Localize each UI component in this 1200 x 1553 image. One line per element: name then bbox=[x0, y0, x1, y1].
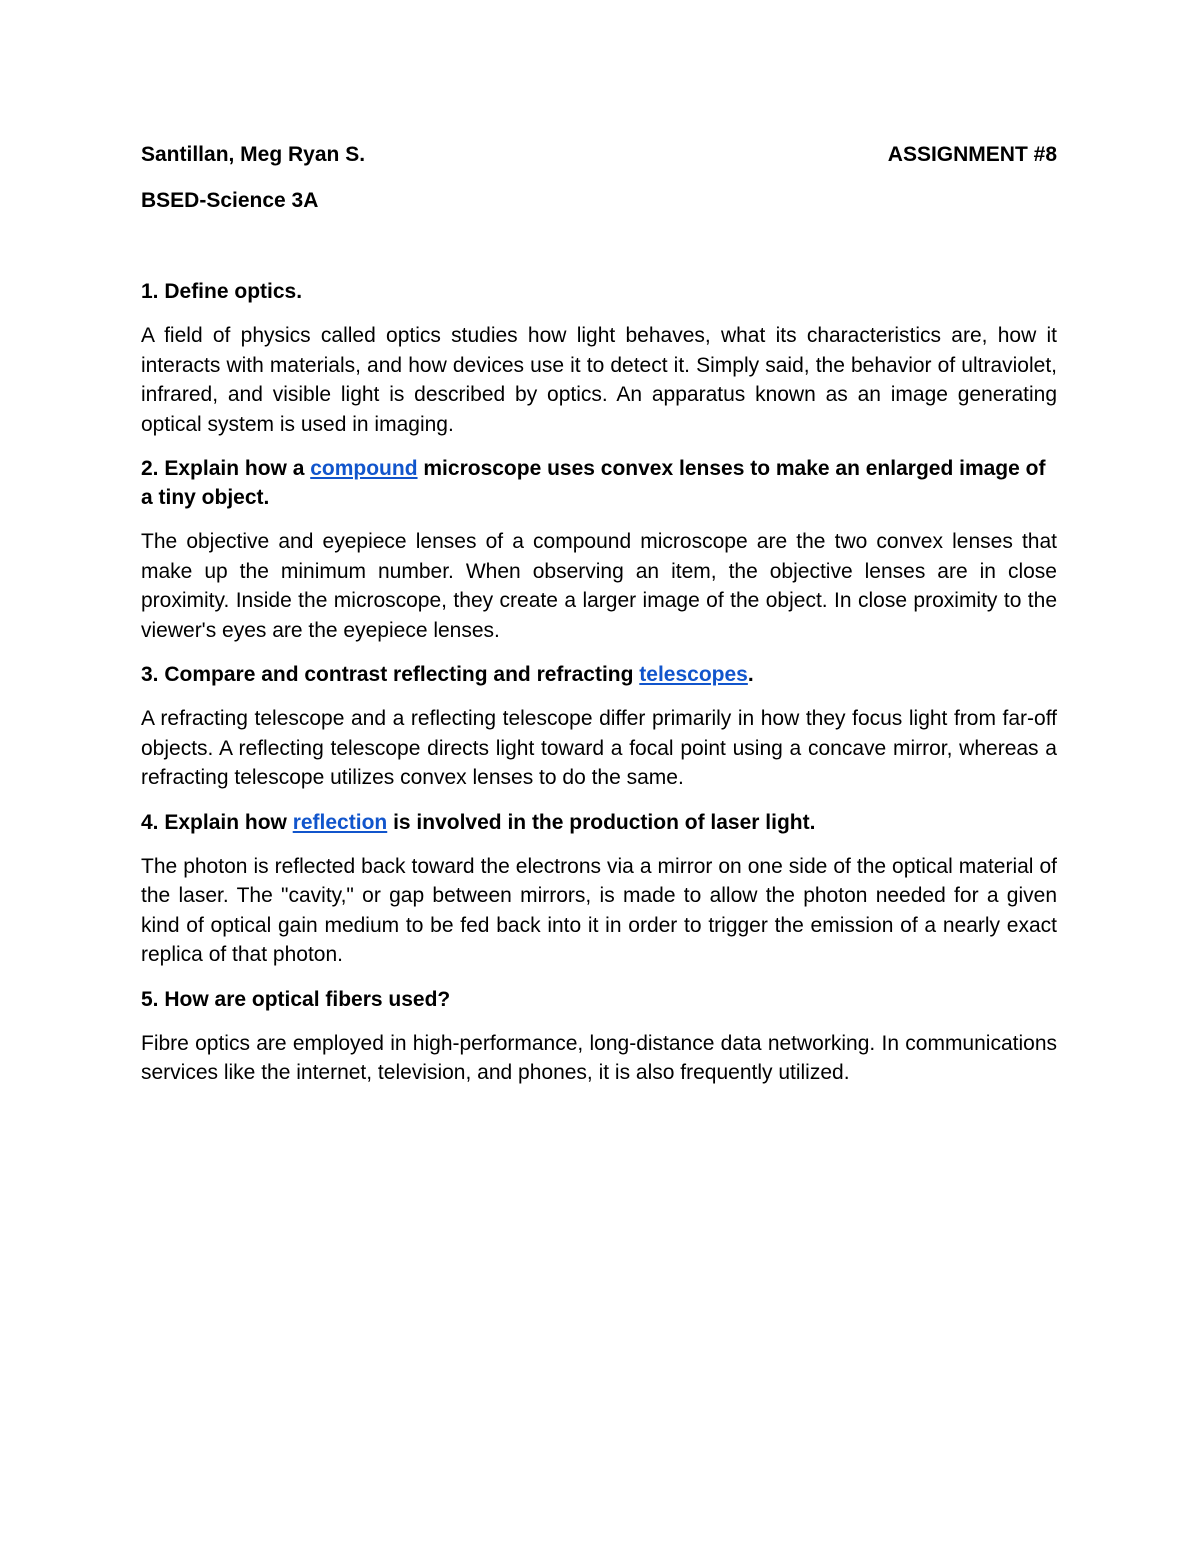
question-2-text-after: microscope uses convex lenses to make an enlarged image of a tiny object. bbox=[141, 457, 1046, 509]
section-label: BSED-Science 3A bbox=[141, 189, 319, 212]
answer-1: A field of physics called optics studies how light behaves, what its characteristics are, how it interacts with materials, and how devices use it to detect it. Simply said, the behavior of ultraviolet, infrared, and visible light is described by optics. An apparatus known as an image generating optical system is used in imaging. bbox=[141, 324, 1057, 436]
header-row bbox=[141, 138, 1057, 172]
question-3 bbox=[141, 660, 1057, 689]
link-compound[interactable]: compound bbox=[310, 457, 418, 480]
assignment-number: ASSIGNMENT #8 bbox=[887, 143, 1057, 166]
question-2-text-before: 2. Explain how a bbox=[141, 457, 311, 480]
question-3-text-before: 3. Compare and contrast reflecting and refracting bbox=[141, 663, 640, 686]
question-4-text-before: 4. Explain how bbox=[141, 810, 293, 834]
answer-4: The photon is reflected back toward the electrons via a mirror on one side of the optical material of the laser. The "cavity," or gap between mirrors, is made to allow the photon needed for a given kind of optical gain medium to be fed back into it in order to trigger the emission of a nearly exact replica of that photon. bbox=[141, 854, 1057, 966]
question-4-text-after: is involved in the production of laser light. bbox=[387, 810, 816, 834]
question-4 bbox=[141, 808, 1057, 837]
student-name: Santillan, Meg Ryan S. bbox=[141, 143, 366, 166]
question-2 bbox=[141, 454, 1057, 512]
question-3-text-after: . bbox=[747, 663, 754, 686]
answer-2: The objective and eyepiece lenses of a compound microscope are the two convex lenses that make up the minimum number. When observing an item, the objective lenses are in close proximity. Inside the microscope, they create a larger image of the object. In close proximity to the viewer's eyes are the eyepiece lenses. bbox=[141, 530, 1057, 642]
question-5: 5. How are optical fibers used? bbox=[141, 987, 451, 1011]
answer-3: A refracting telescope and a reflecting telescope differ primarily in how they focus light from far-off objects. A reflecting telescope directs light toward a focal point using a concave mirror, whereas a refracting telescope utilizes convex lenses to do the same. bbox=[141, 707, 1057, 789]
link-telescopes[interactable]: telescopes bbox=[639, 663, 748, 686]
link-reflection[interactable]: reflection bbox=[292, 810, 388, 834]
question-1: 1. Define optics. bbox=[141, 280, 303, 303]
document-page bbox=[141, 138, 1057, 1088]
answer-5: Fibre optics are employed in high-performance, long-distance data networking. In communications services like the internet, television, and phones, it is also frequently utilized. bbox=[141, 1031, 1057, 1084]
